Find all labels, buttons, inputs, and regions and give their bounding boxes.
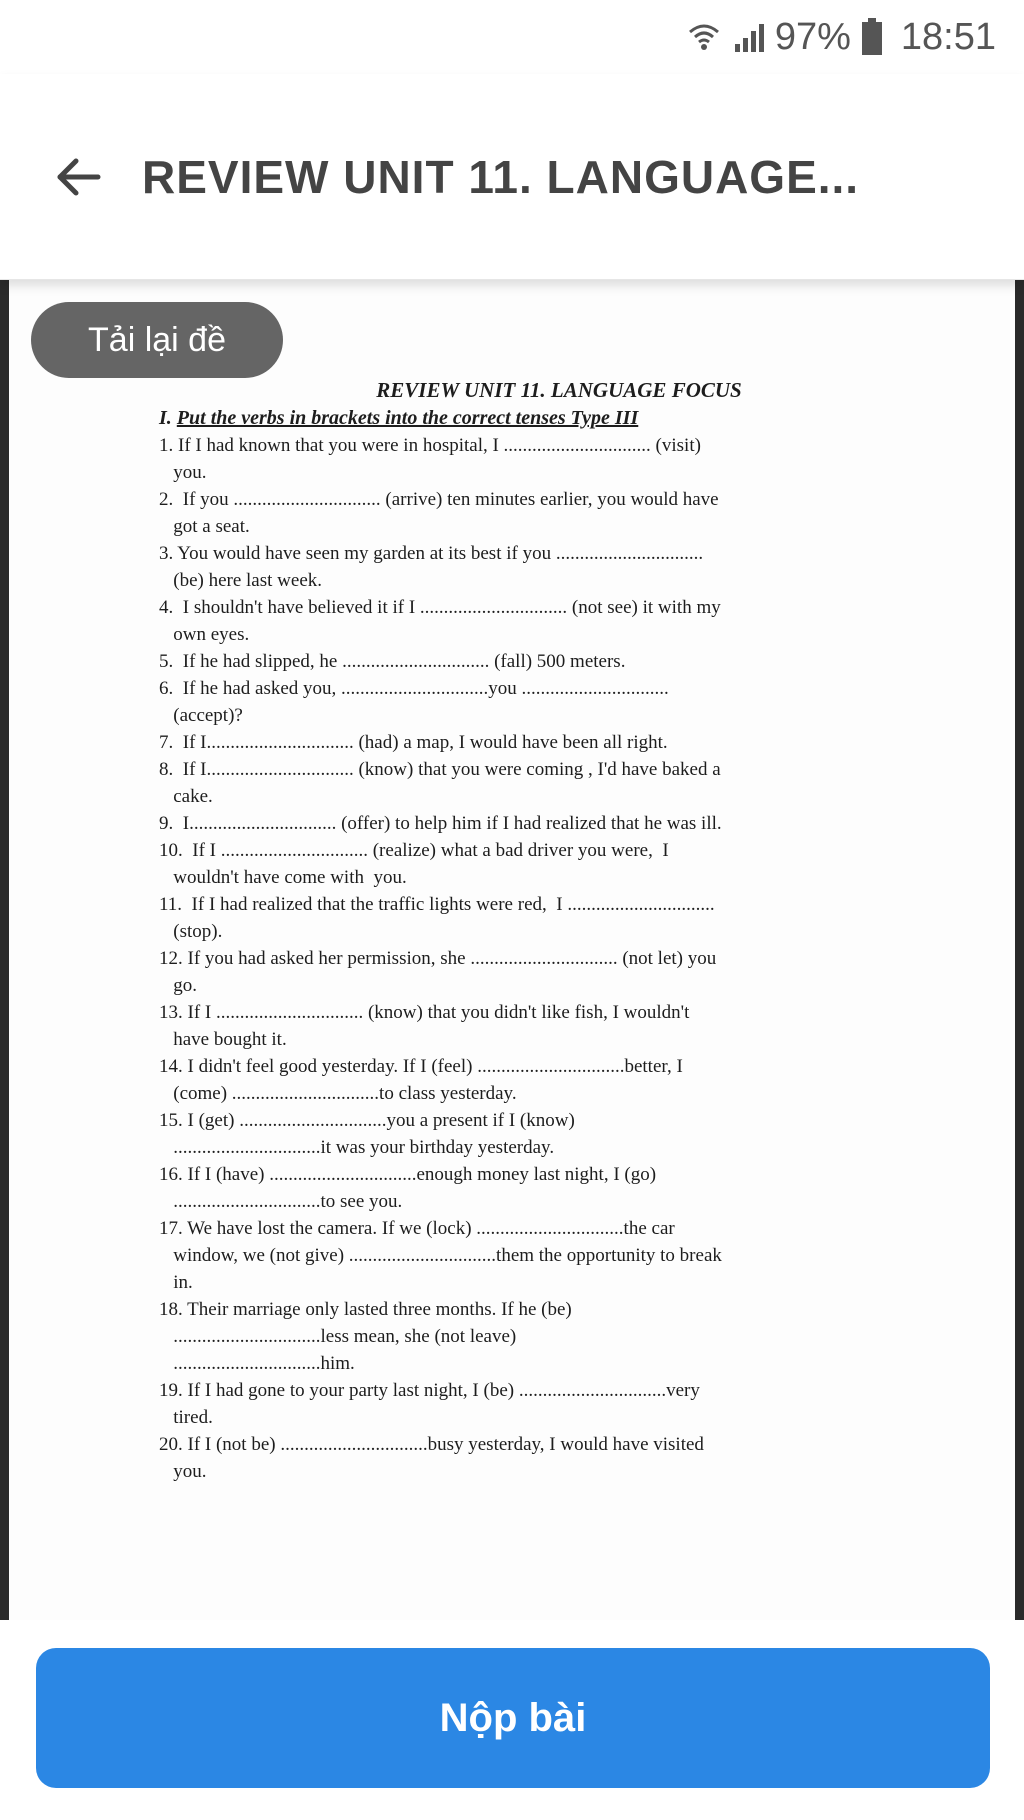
worksheet-line: 16. If I (have) ...............................enough money last night, I (go) (159, 1164, 657, 1185)
worksheet-line: 12. If you had asked her permission, she ............................... (not let) you (159, 948, 717, 969)
worksheet-line: wouldn't have come with you. (159, 867, 407, 888)
section-number: I. (159, 407, 172, 429)
worksheet-line: 17. We have lost the camera. If we (lock) ...............................the car (159, 1218, 675, 1239)
app-header (0, 74, 1024, 280)
worksheet-line: 3. You would have seen my garden at its best if you ............................... (159, 543, 704, 564)
worksheet-line: 5. If he had slipped, he ............................... (fall) 500 meters. (159, 651, 626, 672)
worksheet-line: you. (159, 1461, 207, 1482)
worksheet-line: window, we (not give) ...............................them the opportunity to break (159, 1245, 722, 1266)
worksheet-line: have bought it. (159, 1029, 287, 1050)
worksheet-line: go. (159, 975, 197, 996)
worksheet-line: 20. If I (not be) ...............................busy yesterday, I would have visited (159, 1434, 704, 1455)
back-button[interactable] (38, 137, 118, 217)
worksheet-line: 1. If I had known that you were in hospital, I ............................... (visit) (159, 435, 701, 456)
worksheet-line: 2. If you ............................... (arrive) ten minutes earlier, you would have (159, 489, 719, 510)
worksheet-image (159, 376, 919, 1485)
worksheet-line: got a seat. (159, 516, 250, 537)
battery-percent: 97% (774, 15, 851, 58)
back-arrow-icon (54, 157, 102, 197)
worksheet-line: (come) ...............................to class yesterday. (159, 1083, 517, 1104)
worksheet-line: 10. If I ............................... (realize) what a bad driver you were, I (159, 840, 669, 861)
submit-button[interactable]: Nộp bài (36, 1648, 990, 1788)
worksheet-line: tired. (159, 1407, 213, 1428)
worksheet-line: 11. If I had realized that the traffic lights were red, I ............................... (159, 894, 715, 915)
worksheet-line: ...............................him. (159, 1353, 355, 1374)
worksheet-line: 4. I shouldn't have believed it if I ............................... (not see) it with my (159, 597, 721, 618)
worksheet-line: in. (159, 1272, 193, 1293)
worksheet-line: 15. I (get) ...............................you a present if I (know) (159, 1110, 575, 1131)
worksheet-line: ...............................less mean, she (not leave) (159, 1326, 517, 1347)
section-title: Put the verbs in brackets into the correct tenses Type III (176, 407, 639, 429)
status-bar (0, 0, 1024, 74)
worksheet-line: ...............................it was your birthday yesterday. (159, 1137, 555, 1158)
worksheet-questions (159, 432, 919, 1485)
worksheet-line: 18. Their marriage only lasted three months. If he (be) (159, 1299, 572, 1320)
worksheet-line: 6. If he had asked you, ...............................you ............................... (159, 678, 669, 699)
worksheet-line: 7. If I............................... (had) a map, I would have been all right. (159, 732, 668, 753)
battery-icon (861, 18, 883, 56)
worksheet-line: ...............................to see you. (159, 1191, 403, 1212)
worksheet-title: REVIEW UNIT 11. LANGUAGE FOCUS (376, 378, 742, 402)
reload-exam-button[interactable]: Tải lại đề (31, 302, 283, 378)
worksheet-line: you. (159, 462, 207, 483)
signal-icon (731, 20, 765, 54)
worksheet-line: cake. (159, 786, 213, 807)
worksheet-section-heading (159, 404, 919, 432)
worksheet-line: (be) here last week. (159, 570, 323, 591)
exam-content[interactable] (0, 280, 1024, 1620)
wifi-icon (687, 20, 721, 54)
worksheet-line: 13. If I ............................... (know) that you didn't like fish, I wouldn't (159, 1002, 690, 1023)
worksheet-line: 9. I............................... (offer) to help him if I had realized that he was ill. (159, 813, 722, 834)
worksheet-line: 19. If I had gone to your party last night, I (be) ...............................very (159, 1380, 700, 1401)
worksheet-line: 8. If I............................... (know) that you were coming , I'd have baked a (159, 759, 721, 780)
worksheet-line: (stop). (159, 921, 223, 942)
page-title: REVIEW UNIT 11. LANGUAGE... (142, 150, 860, 203)
worksheet-line: 14. I didn't feel good yesterday. If I (feel) ...............................better, I (159, 1056, 683, 1077)
worksheet-line: (accept)? (159, 705, 243, 726)
worksheet-line: own eyes. (159, 624, 250, 645)
clock: 18:51 (900, 15, 996, 58)
